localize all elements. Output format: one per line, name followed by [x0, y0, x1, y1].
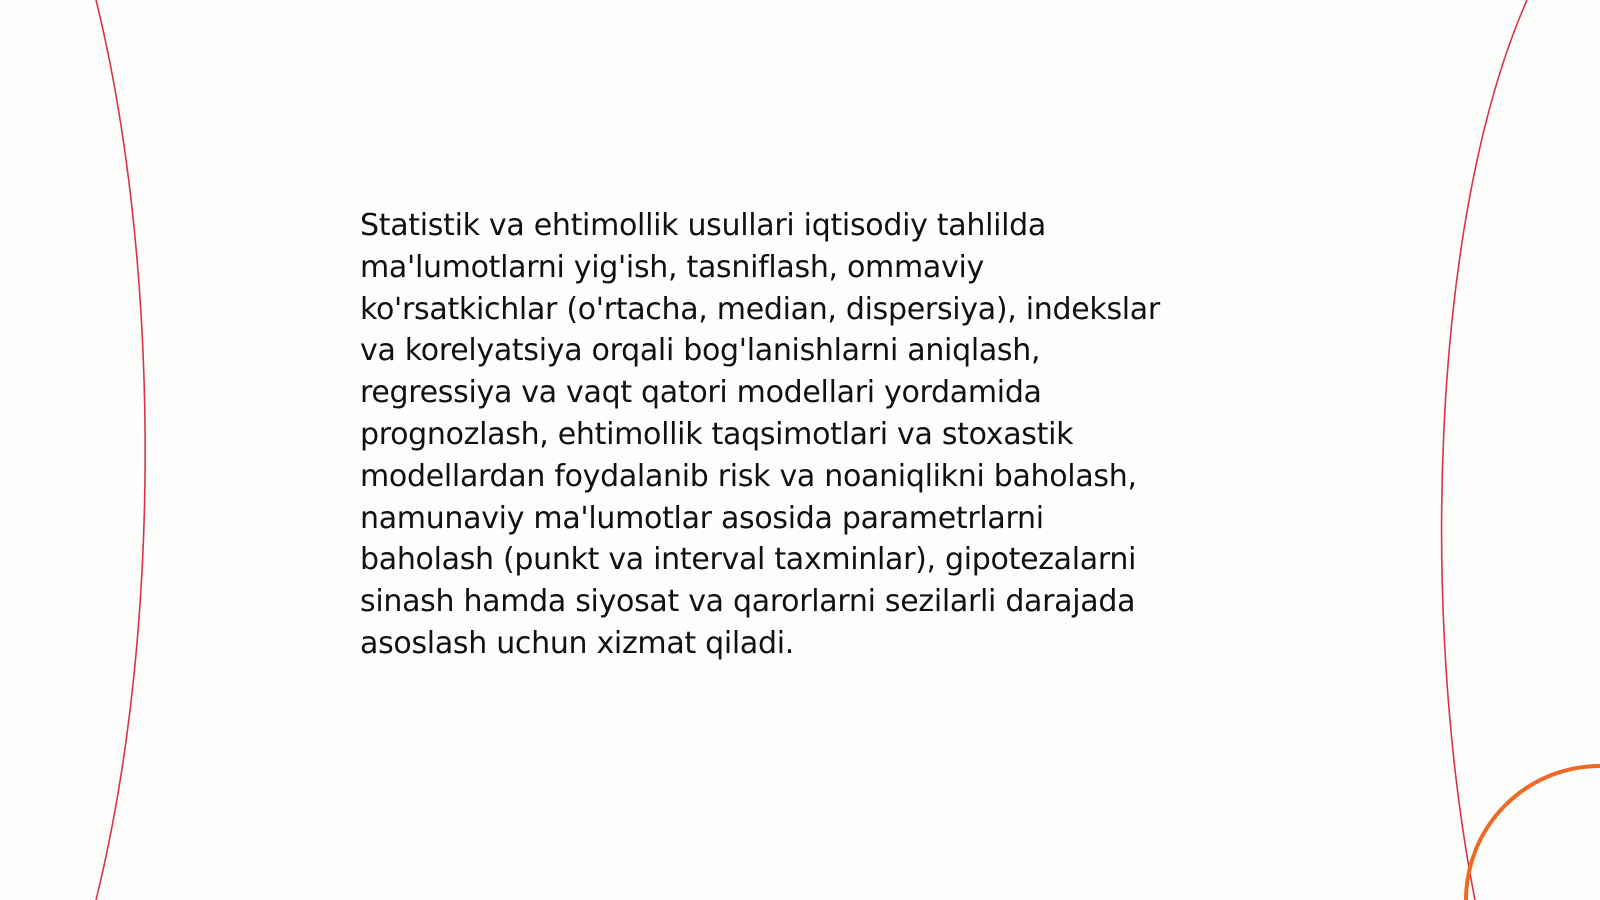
body-line: regressiya va vaqt qatori modellari yordamida [360, 375, 1042, 411]
body-line: prognozlash, ehtimollik taqsimotlari va stoxastik [360, 416, 1074, 452]
body-line: sinash hamda siyosat va qarorlarni sezilarli darajada [360, 584, 1136, 620]
body-line: Statistik va ehtimollik usullari iqtisodiy tahlilda [360, 208, 1046, 243]
body-line: modellardan foydalanib risk va noaniqlikni baholash, [360, 458, 1137, 494]
right-red-curve [1442, 0, 1527, 900]
body-line: va korelyatsiya orqali bog'lanishlarni aniqlash, [360, 333, 1041, 369]
body-line: baholash (punkt va interval taxminlar), gipotezalarni [360, 542, 1137, 578]
body-line: ma'lumotlarni yig'ish, tasniflash, ommaviy [360, 249, 984, 285]
orange-arc [1466, 766, 1600, 900]
body-line: asoslash uchun xizmat qiladi. [360, 625, 795, 661]
left-red-curve [96, 0, 145, 900]
slide-body-text [360, 205, 1260, 665]
body-line: ko'rsatkichlar (o'rtacha, median, dispersiya), indekslar [360, 291, 1160, 327]
body-line: namunaviy ma'lumotlar asosida parametrlarni [360, 500, 1044, 536]
